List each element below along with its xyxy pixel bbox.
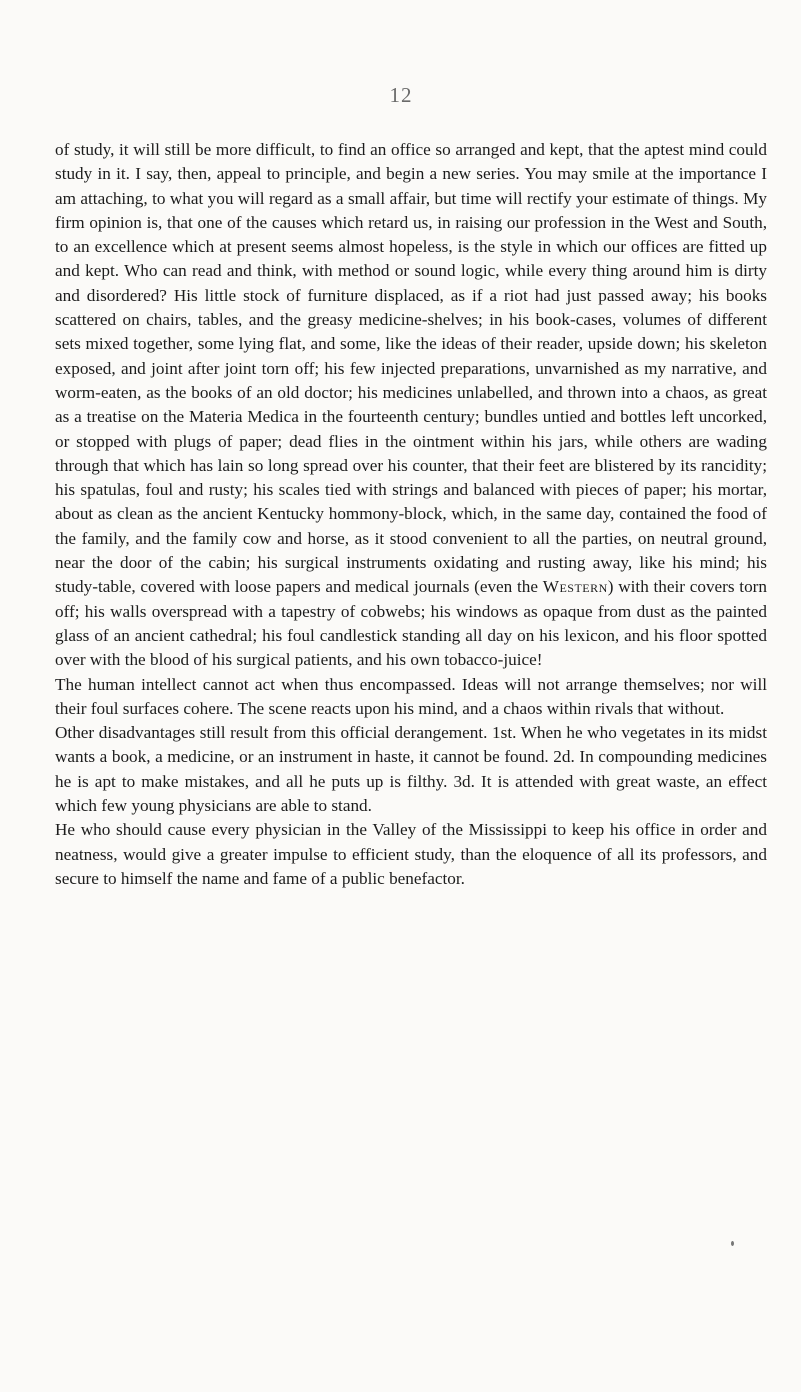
paragraph-text: of study, it will still be more difficult, to find an office so arranged and kept, that the aptest mind could study in it. I say, then, appeal to principle, and begin a new series. You may smile at the importance I am attaching, to what you will regard as a small affair, but time will rectify your estimate of things. My firm opinion is, that one of the causes which retard us, in raising our profession in the West and South, to an excellence which at present seems almost hopeless, is the style in which our offices are fitted up and kept. Who can read and think, with method or sound logic, while every thing around him is dirty and disordered? His little stock of furniture displaced, as if a riot had just passed away; his books scattered on chairs, tables, and the greasy medicine-shelves; in his book-cases, volumes of different sets mixed together, some lying flat, and some, like the ideas of their reader, upside down; his skeleton exposed, and joint after joint torn off; his few injected preparations, unvarnished as my narrative, and worm-eaten, as the books of an old doctor; his medicines unlabelled, and thrown into a chaos, as great as a treatise on the Materia Medica in the fourteenth century; bundles untied and bottles left uncorked, or stopped with plugs of paper; dead flies in the ointment within his jars, while others are wading through that which has lain so long spread over his counter, that their feet are blistered by its rancidity; his spatulas, foul and rusty; his scales tied with strings and balanced with pieces of paper; his mortar, about as clean as the ancient Kentucky hommony-block, which, in the same day, contained the food of the family, and the family cow and horse, as it stood convenient to all the parties, on neutral ground, near the door of the cabin; his surgical instruments oxidating and rusting away, like his mind; his study-table, covered with loose papers and medical journals (even the xyxy=(55,140,767,597)
paragraph-text: ) with their covers torn off; his walls overspread with a tapestry of cobwebs; his windows as opaque from dust as the painted glass of an ancient cathedral; his foul candlestick standing all day on his lexicon, and his floor spotted over with the blood of his surgical patients, and his own tobacco-juice! xyxy=(55,577,767,670)
paragraph-intellect: The human intellect cannot act when thus encompassed. Ideas will not arrange themselves; nor will their foul surfaces cohere. The scene reacts upon his mind, and a chaos within rivals that without. xyxy=(55,674,767,718)
small-caps-word: Western xyxy=(542,577,608,597)
print-speck xyxy=(731,1241,734,1246)
page-number: 12 xyxy=(389,83,413,107)
body-text xyxy=(55,138,767,891)
paragraph-office-description xyxy=(55,138,767,673)
paragraph-disadvantages: Other disadvantages still result from this official derangement. 1st. When he who vegetates in its midst wants a book, a medicine, or an instrument in haste, it cannot be found. 2d. In compounding medicines he is apt to make mistakes, and all he puts up is filthy. 3d. It is attended with great waste, an effect which few young physicians are able to stand. xyxy=(55,723,767,816)
paragraph-conclusion: He who should cause every physician in the Valley of the Mississippi to keep his office in order and neatness, would give a greater impulse to efficient study, than the eloquence of all its professors, and secure to himself the name and fame of a public benefactor. xyxy=(55,820,767,888)
